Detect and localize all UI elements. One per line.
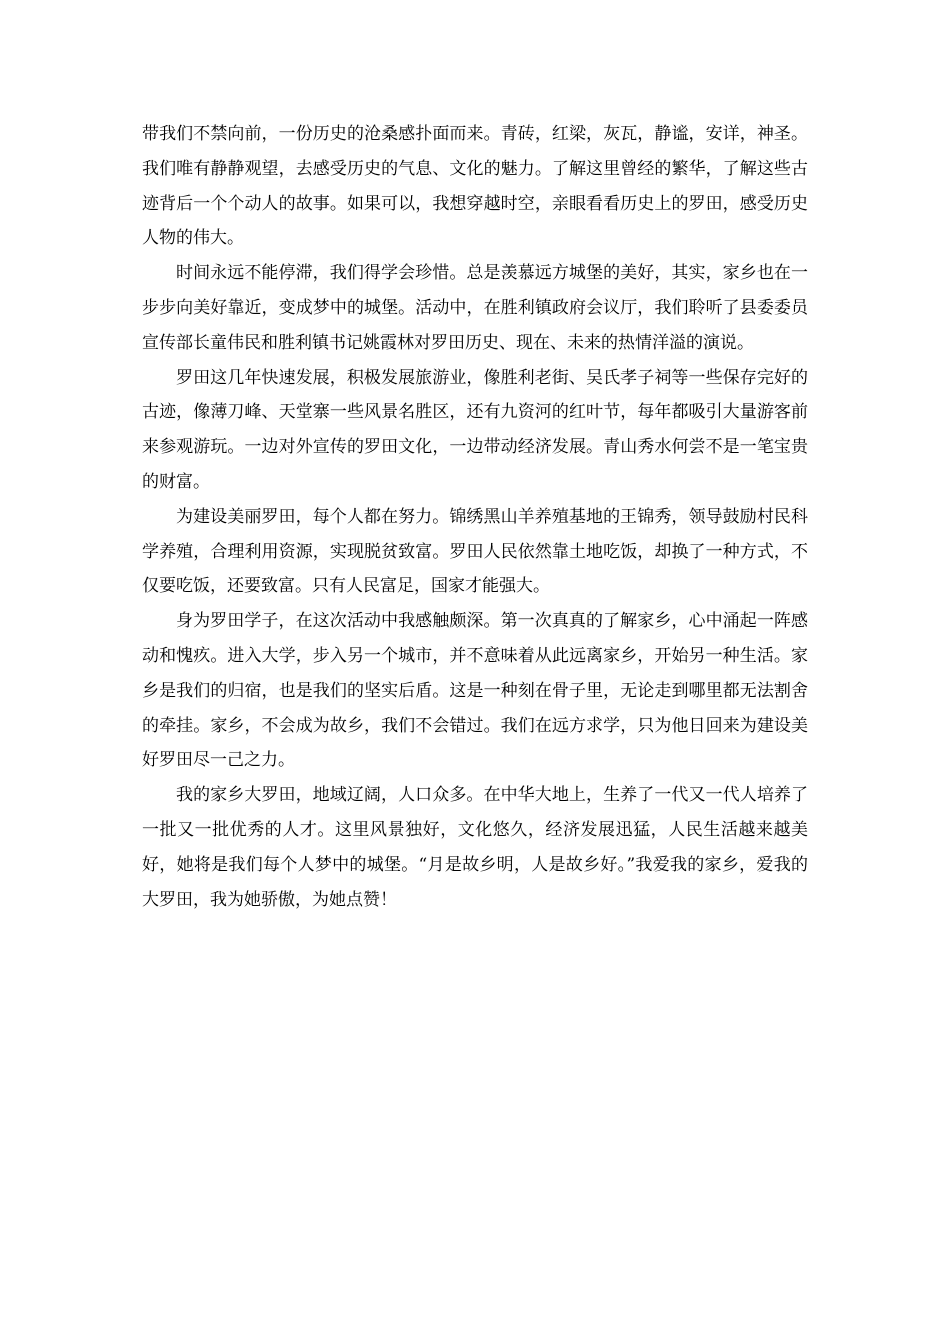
paragraph: 为建设美丽罗田，每个人都在努力。锦绣黑山羊养殖基地的王锦秀，领导鼓励村民科学养殖，合理利用资源，实现脱贫致富。罗田人民依然靠土地吃饭，却换了一种方式，不仅要吃饭，还要致富。只有人民富足，国家才能强大。 bbox=[142, 506, 808, 597]
paragraph: 身为罗田学子，在这次活动中我感触颇深。第一次真真的了解家乡，心中涌起一阵感动和愧疚。进入大学，步入另一个城市，并不意味着从此远离家乡，开始另一种生活。家乡是我们的归宿，也是我们的坚实后盾。这是一种刻在骨子里，无论走到哪里都无法割舍的牵挂。家乡，不会成为故乡，我们不会错过。我们在远方求学，只为他日回来为建设美好罗田尽一己之力。 bbox=[142, 611, 808, 771]
paragraph: 我的家乡大罗田，地域辽阔，人口众多。在中华大地上，生养了一代又一代人培养了一批又一批优秀的人才。这里风景独好，文化悠久，经济发展迅猛，人民生活越来越美好，她将是我们每个人梦中的城堡。“月是故乡明，人是故乡好。”我爱我的家乡，爱我的大罗田，我为她骄傲，为她点赞！ bbox=[142, 785, 808, 910]
paragraph: 罗田这几年快速发展，积极发展旅游业，像胜利老街、吴氏孝子祠等一些保存完好的古迹，像薄刀峰、天堂寨一些风景名胜区，还有九资河的红叶节，每年都吸引大量游客前来参观游玩。一边对外宣传的罗田文化，一边带动经济发展。青山秀水何尝不是一笔宝贵的财富。 bbox=[142, 367, 808, 492]
paragraph-continued: 带我们不禁向前，一份历史的沧桑感扑面而来。青砖，红梁，灰瓦，静谧，安详，神圣。我们唯有静静观望，去感受历史的气息、文化的魅力。了解这里曾经的繁华，了解这些古迹背后一个个动人的故事。如果可以，我想穿越时空，亲眼看看历史上的罗田，感受历史人物的伟大。 bbox=[142, 124, 808, 249]
document-body bbox=[142, 117, 808, 917]
paragraph: 时间永远不能停滞，我们得学会珍惜。总是羡慕远方城堡的美好，其实，家乡也在一步步向美好靠近，变成梦中的城堡。活动中，在胜利镇政府会议厅，我们聆听了县委委员宣传部长童伟民和胜利镇书记姚霞林对罗田历史、现在、未来的热情洋溢的演说。 bbox=[142, 263, 808, 353]
